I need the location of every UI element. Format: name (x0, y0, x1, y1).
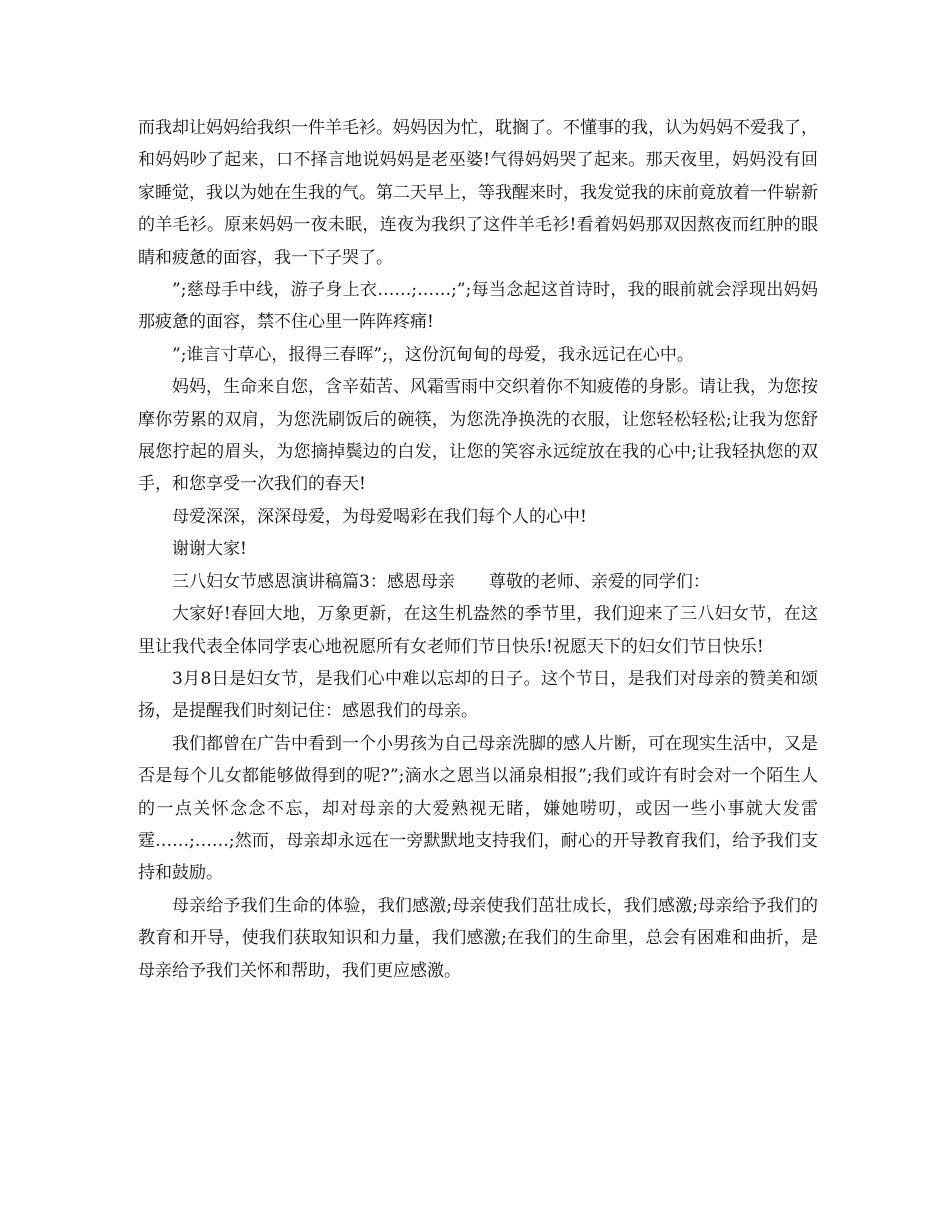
section-heading: 三八妇女节感恩演讲稿篇3：感恩母亲 (172, 571, 455, 592)
paragraph-1: 而我却让妈妈给我织一件羊毛衫。妈妈因为忙，耽搁了。不懂事的我，认为妈妈不爱我了，和妈妈吵了起来，口不择言地说妈妈是老巫婆!气得妈妈哭了起来。那天夜里，妈妈没有回家睡觉，我以为她在生我的气。第二天早上，等我醒来时，我发觉我的床前竟放着一件崭新的羊毛衫。原来妈妈一夜未眠，连夜为我织了这件羊毛衫!看着妈妈那双因熬夜而红肿的眼睛和疲惫的面容，我一下子哭了。 (138, 118, 818, 268)
paragraph-9: 3月8日是妇女节，是我们心中难以忘却的日子。这个节日，是我们对母亲的赞美和颂扬，是提醒我们时刻记住：感恩我们的母亲。 (138, 668, 818, 722)
paragraph-5: 母爱深深，深深母爱，为母爱喝彩在我们每个人的心中! (172, 506, 587, 527)
paragraph-11: 母亲给予我们生命的体验，我们感激;母亲使我们茁壮成长，我们感激;母亲给予我们的教育和开导，使我们获取知识和力量，我们感激;在我们的生命里，总会有困难和曲折，是母亲给予我们关怀和帮助，我们更应感激。 (138, 895, 818, 981)
paragraph-10: 我们都曾在广告中看到一个小男孩为自己母亲洗脚的感人片断，可在现实生活中，又是否是每个儿女都能够做得到的呢?”;滴水之恩当以涌泉相报”;我们或许有时会对一个陌生人的一点关怀念念不忘，却对母亲的大爱熟视无睹，嫌她唠叨，或因一些小事就大发雷霆……;……;然而，母亲却永远在一旁默默地支持我们，耐心的开导教育我们，给予我们支持和鼓励。 (138, 733, 818, 884)
document-page (138, 112, 818, 987)
paragraph-8: 大家好!春回大地，万象更新，在这生机盎然的季节里，我们迎来了三八妇女节，在这里让我代表全体同学衷心地祝愿所有女老师们节日快乐!祝愿天下的妇女们节日快乐! (138, 604, 818, 657)
paragraph-4: 妈妈，生命来自您，含辛茹苦、风霜雪雨中交织着你不知疲倦的身影。请让我，为您按摩你劳累的双肩，为您洗刷饭后的碗筷，为您洗净换洗的衣服，让您轻松轻松;让我为您舒展您拧起的眉头，为您摘掉鬓边的白发，让您的笑容永远绽放在我的心中;让我轻执您的双手，和您享受一次我们的春天! (138, 377, 818, 495)
paragraph-6: 谢谢大家! (172, 539, 247, 560)
paragraph-7 (138, 566, 818, 598)
paragraph-3: ”;谁言寸草心，报得三春晖”;，这份沉甸甸的母爱，我永远记在心中。 (172, 344, 694, 365)
paragraph-2: ”;慈母手中线，游子身上衣……;……;”;每当念起这首诗时，我的眼前就会浮现出妈妈那疲惫的面容，禁不住心里一阵阵疼痛! (138, 280, 818, 333)
salutation: 尊敬的老师、亲爱的同学们： (488, 571, 710, 592)
